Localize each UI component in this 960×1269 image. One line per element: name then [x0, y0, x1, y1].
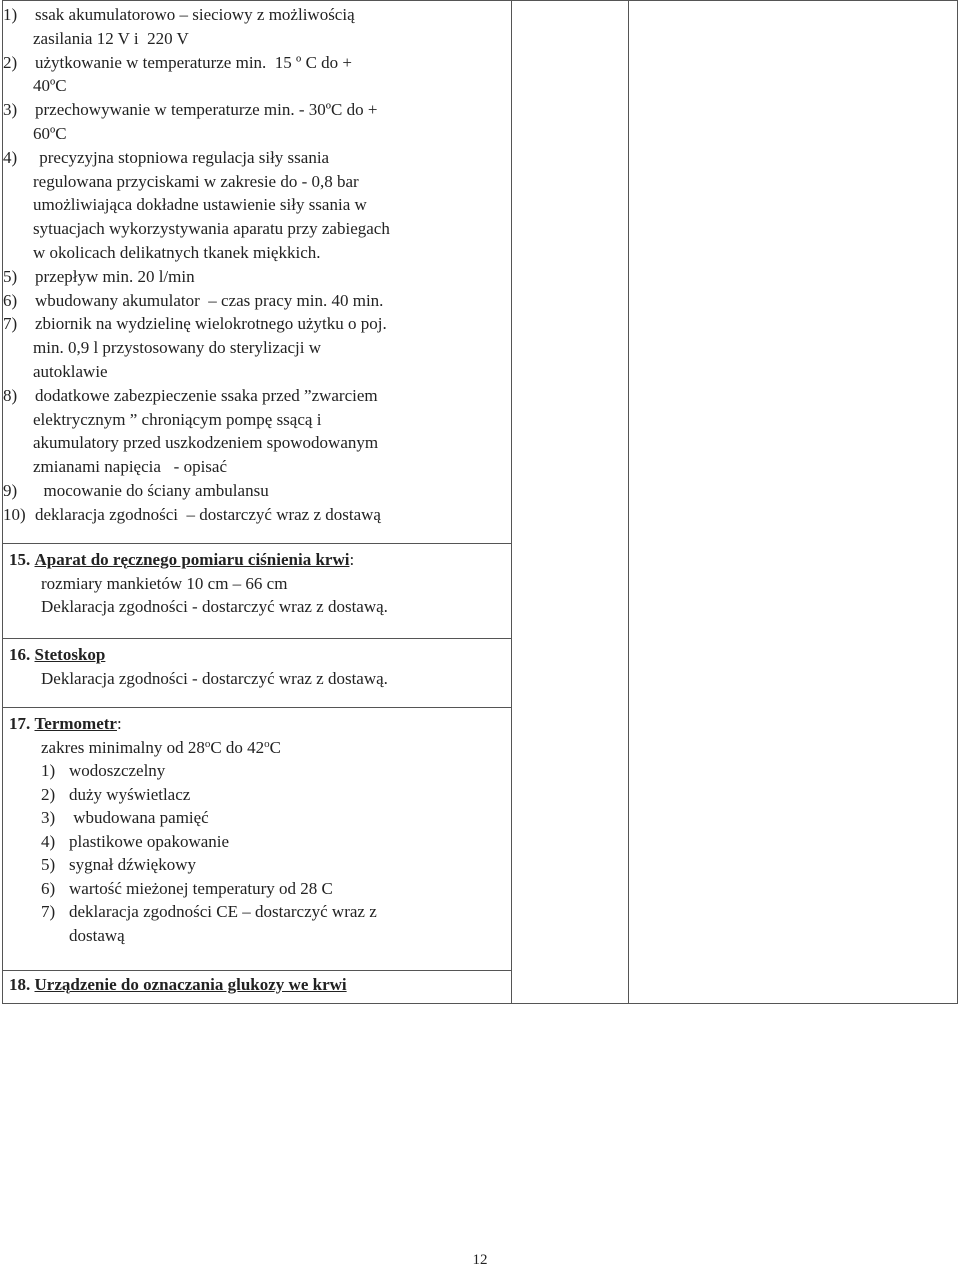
section-number: 18. — [9, 975, 31, 994]
list-item-text: użytkowanie w temperaturze min. 15 º C do + — [35, 52, 352, 72]
list-item-line — [33, 217, 505, 241]
table-row — [3, 1, 958, 544]
list-item-line — [33, 27, 505, 51]
description-cell — [3, 1, 512, 544]
colon: : — [116, 714, 122, 733]
list-item-text: wbudowany akumulator – czas pracy min. 40 min. — [35, 290, 384, 310]
list-item-text: zmianami napięcia - opisać — [33, 457, 227, 477]
list-item-text: akumulatory przed uszkodzeniem spowodowanym — [33, 433, 379, 453]
section-number: 16. — [9, 645, 31, 664]
list-item-number: 5) — [3, 266, 18, 286]
list-item-number: 3) — [3, 100, 18, 120]
empty-cell — [512, 1, 629, 1004]
list-item-line — [3, 51, 505, 75]
list-item-text: sygnał dźwiękowy — [69, 855, 197, 874]
list-item-text: autoklawie — [33, 361, 108, 381]
list-item-line — [33, 455, 505, 479]
list-item-text: 40ºC — [33, 76, 67, 96]
requirements-list — [3, 1, 511, 533]
section-title: Aparat do ręcznego pomiaru ciśnienia krwi — [34, 550, 350, 569]
range-text: zakres minimalny od 28 — [41, 737, 205, 757]
section-number: 17. — [9, 714, 31, 733]
list-item — [9, 783, 505, 807]
empty-cell — [629, 1, 958, 1004]
list-item-number: 3) — [41, 808, 56, 827]
list-item-text: wbudowana pamięć — [69, 808, 209, 827]
range-text: C — [269, 737, 282, 757]
section-line: rozmiary mankietów 10 cm – 66 cm — [41, 573, 288, 593]
section-line: Deklaracja zgodności - dostarczyć wraz z dostawą. — [41, 597, 388, 616]
list-item-text: 60ºC — [33, 123, 67, 143]
list-item-text: przechowywanie w temperaturze min. - 30ºC do + — [35, 100, 378, 120]
list-item-number: 7) — [41, 902, 56, 921]
list-item-line — [3, 312, 505, 336]
list-item-number: 4) — [3, 147, 18, 167]
specification-table — [2, 0, 958, 1004]
list-item-text: przepływ min. 20 l/min — [35, 266, 195, 286]
thermometer-list — [9, 759, 505, 924]
list-item-continuation: dostawą — [69, 925, 125, 945]
list-item-number: 6) — [41, 878, 56, 898]
list-item-line — [3, 265, 505, 289]
list-item — [9, 853, 505, 877]
section-title: Termometr — [34, 714, 117, 733]
list-item-number: 2) — [41, 784, 56, 804]
list-item-text: plastikowe opakowanie — [69, 831, 230, 851]
list-item-text: wodoszczelny — [69, 761, 166, 780]
colon: : — [349, 550, 355, 569]
list-item-number: 9) — [3, 480, 18, 500]
list-item-line — [33, 122, 505, 146]
list-item-number: 8) — [3, 385, 18, 405]
list-item-line — [3, 289, 505, 313]
list-item-text: wartość mieżonej temperatury od 28 C — [69, 878, 333, 898]
list-item-text: min. 0,9 l przystosowany do sterylizacji w — [33, 338, 322, 358]
list-item-text: w okolicach delikatnych tkanek miękkich. — [33, 242, 321, 262]
list-item-line — [33, 431, 505, 455]
list-item-line — [3, 98, 505, 122]
section-17 — [3, 708, 511, 953]
section-title: Urządzenie do oznaczania glukozy we krwi — [34, 975, 347, 994]
list-item-number: 6) — [3, 290, 18, 310]
list-item-number: 7) — [3, 314, 18, 334]
list-item-text: zbiornik na wydzielinę wielokrotnego użytku o poj. — [35, 314, 387, 334]
list-item-line — [3, 479, 505, 503]
degree-sup: o — [264, 737, 270, 750]
list-item-text: elektrycznym ” chroniącym pompę ssącą i — [33, 409, 322, 429]
list-item-line — [33, 74, 505, 98]
list-item-line — [3, 503, 505, 527]
list-item-text: zasilania 12 V i 220 V — [33, 28, 189, 48]
list-item-line — [33, 408, 505, 432]
section-16 — [3, 639, 511, 696]
description-cell — [3, 639, 512, 708]
section-line: Deklaracja zgodności - dostarczyć wraz z dostawą. — [41, 668, 388, 688]
list-item — [9, 900, 505, 924]
list-item-text: ssak akumulatorowo – sieciowy z możliwością — [35, 5, 355, 24]
description-cell — [3, 971, 512, 1004]
list-item-line — [33, 193, 505, 217]
range-line — [9, 736, 505, 760]
list-item-line — [3, 384, 505, 408]
range-text: C do 42 — [210, 737, 265, 757]
section-15 — [3, 544, 511, 625]
list-item-text: duży wyświetlacz — [69, 784, 191, 804]
list-item-number: 1) — [3, 5, 18, 24]
list-item-text: sytuacjach wykorzystywania aparatu przy zabiegach — [33, 219, 390, 239]
list-item-number: 2) — [3, 52, 18, 72]
description-cell — [3, 708, 512, 971]
page-number: 12 — [472, 1252, 488, 1268]
section-title: Stetoskop — [34, 645, 106, 664]
list-item-text: dodatkowe zabezpieczenie ssaka przed ”zwarciem — [35, 385, 378, 405]
list-item-number: 4) — [41, 831, 56, 851]
list-item-number: 5) — [41, 855, 56, 874]
description-cell — [3, 544, 512, 639]
degree-sup: o — [204, 737, 211, 750]
list-item — [9, 759, 505, 783]
list-item-line — [33, 241, 505, 265]
section-number: 15. — [9, 550, 31, 569]
section-18 — [3, 971, 511, 1003]
list-item — [9, 877, 505, 901]
list-item-text: deklaracja zgodności – dostarczyć wraz z dostawą — [35, 504, 381, 524]
list-item — [9, 830, 505, 854]
list-item-text: precyzyjna stopniowa regulacja siły ssania — [35, 147, 330, 167]
list-item-line — [33, 170, 505, 194]
list-item-number: 10) — [3, 504, 26, 524]
list-item-line — [33, 360, 505, 384]
list-item-text: mocowanie do ściany ambulansu — [35, 480, 269, 500]
list-item-line — [3, 3, 505, 27]
list-item-text: regulowana przyciskami w zakresie do - 0,8 bar — [33, 171, 359, 191]
list-item-line — [33, 336, 505, 360]
list-item — [9, 806, 505, 830]
list-item-number: 1) — [41, 761, 56, 780]
list-item-text: umożliwiająca dokładne ustawienie siły ssania w — [33, 195, 367, 215]
list-item-text: deklaracja zgodności CE – dostarczyć wraz z — [69, 902, 377, 921]
list-item-line — [3, 146, 505, 170]
